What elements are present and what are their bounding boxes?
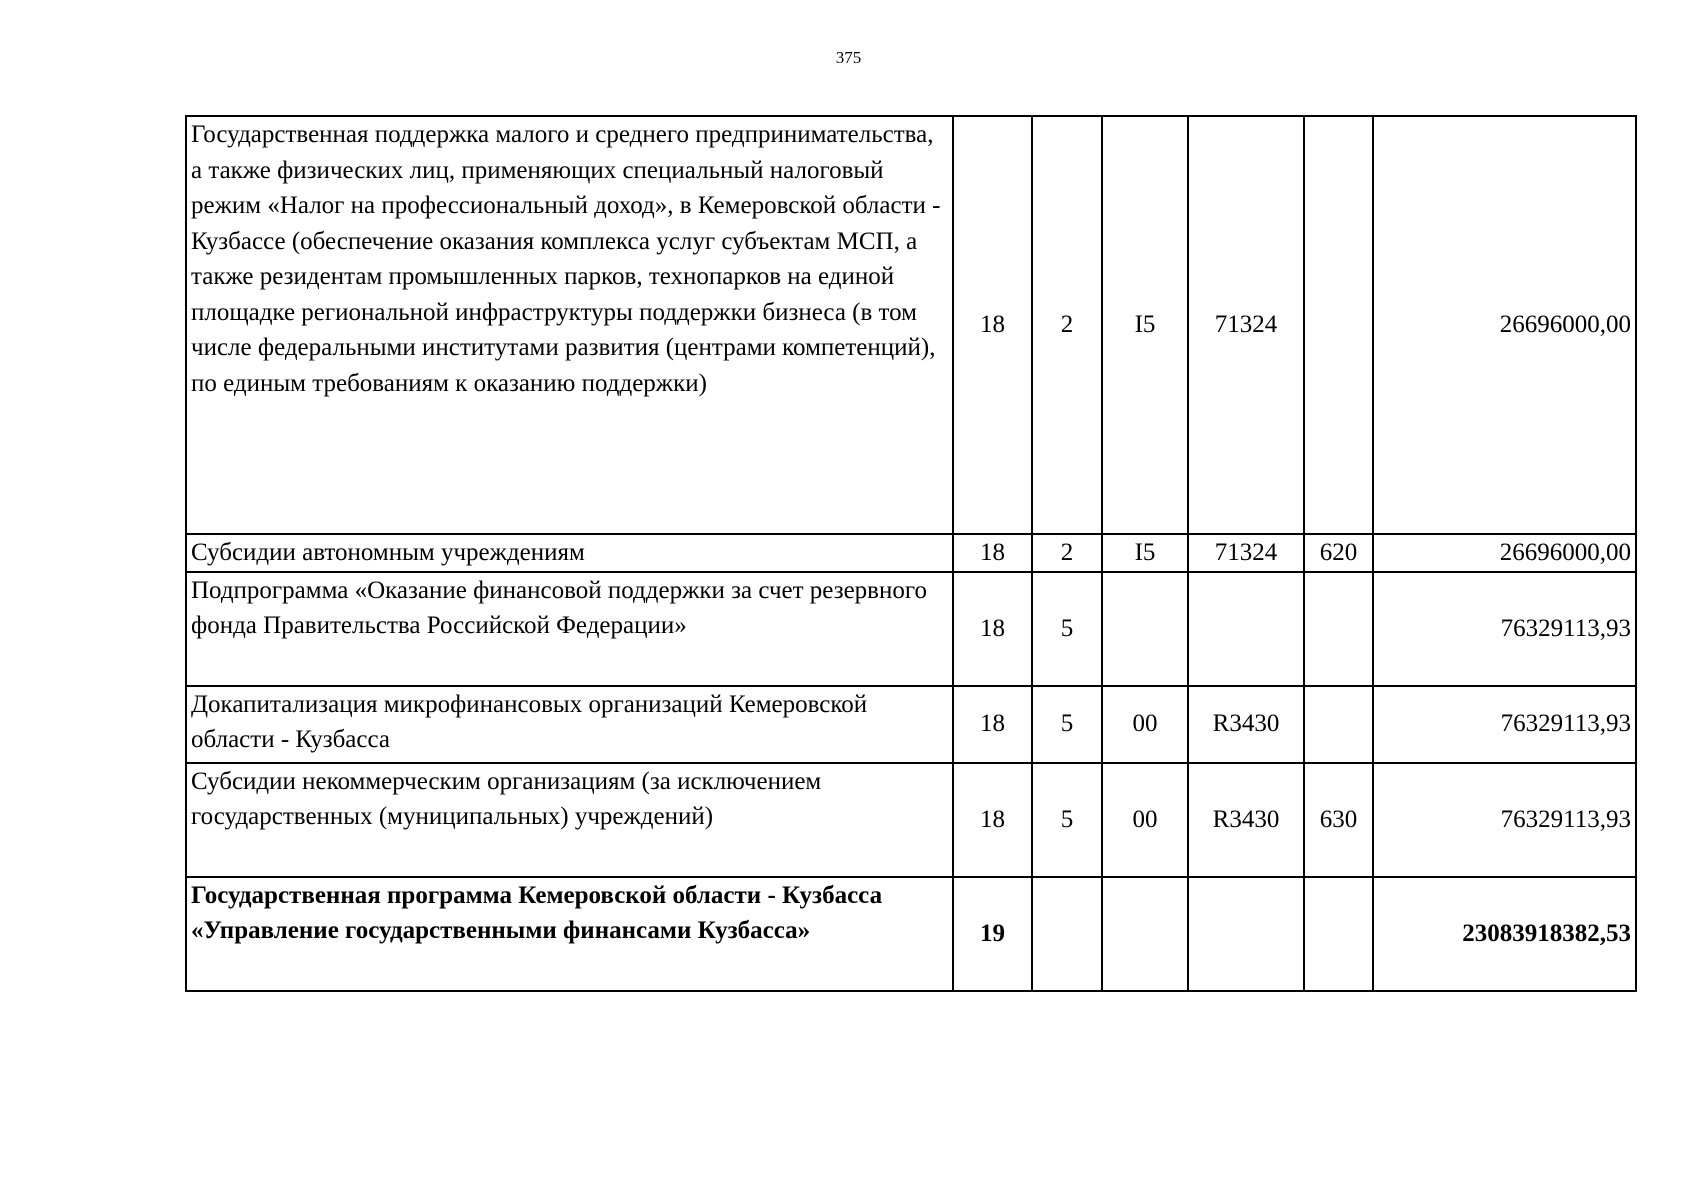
subprogram-code: 2 [1032, 534, 1102, 572]
row-name: Докапитализация микрофинансовых организаций Кемеровской области - Кузбасса [186, 686, 953, 763]
expense-type-code [1304, 572, 1373, 686]
subprogram-code: 2 [1032, 116, 1102, 534]
row-name: Субсидии некоммерческим организациям (за исключением государственных (муниципальных) учреждений) [186, 763, 953, 877]
budget-table [185, 115, 1637, 992]
subprogram-code: 5 [1032, 763, 1102, 877]
project-code [1102, 877, 1188, 991]
project-code: 00 [1102, 686, 1188, 763]
expense-type-code [1304, 877, 1373, 991]
table-row [186, 572, 1636, 686]
row-name: Субсидии автономным учреждениям [186, 534, 953, 572]
row-name: Подпрограмма «Оказание финансовой поддержки за счет резервного фонда Правительства Российской Федерации» [186, 572, 953, 686]
direction-code: 71324 [1188, 116, 1304, 534]
project-code: 00 [1102, 763, 1188, 877]
table-row [186, 534, 1636, 572]
program-code: 18 [953, 116, 1032, 534]
row-name: Государственная поддержка малого и среднего предпринимательства, а также физических лиц, применяющих специальный налоговый режим «Налог на профессиональный доход», в Кемеровской области - Кузбассе (обеспечение оказания комплекса услуг субъектам МСП, а также резидентам промышленных парков, технопарков на единой площадке региональной инфраструктуры поддержки бизнеса (в том числе федеральными институтами развития (центрами компетенций), по единым требованиям к оказанию поддержки) [186, 116, 953, 534]
amount-value: 26696000,00 [1373, 534, 1636, 572]
program-code: 18 [953, 686, 1032, 763]
expense-type-code: 620 [1304, 534, 1373, 572]
expense-type-code [1304, 116, 1373, 534]
subprogram-code: 5 [1032, 686, 1102, 763]
subprogram-code: 5 [1032, 572, 1102, 686]
expense-type-code [1304, 686, 1373, 763]
program-code: 18 [953, 534, 1032, 572]
direction-code: R3430 [1188, 763, 1304, 877]
direction-code: 71324 [1188, 534, 1304, 572]
project-code [1102, 572, 1188, 686]
table-row [186, 686, 1636, 763]
project-code: I5 [1102, 116, 1188, 534]
program-code: 18 [953, 763, 1032, 877]
program-code: 19 [953, 877, 1032, 991]
page-number: 375 [835, 48, 862, 67]
direction-code [1188, 877, 1304, 991]
project-code: I5 [1102, 534, 1188, 572]
subprogram-code [1032, 877, 1102, 991]
amount-value: 23083918382,53 [1373, 877, 1636, 991]
amount-value: 26696000,00 [1373, 116, 1636, 534]
direction-code [1188, 572, 1304, 686]
row-name: Государственная программа Кемеровской области - Кузбасса «Управление государственными финансами Кузбасса» [186, 877, 953, 991]
direction-code: R3430 [1188, 686, 1304, 763]
table-row [186, 763, 1636, 877]
amount-value: 76329113,93 [1373, 763, 1636, 877]
amount-value: 76329113,93 [1373, 686, 1636, 763]
expense-type-code: 630 [1304, 763, 1373, 877]
program-code: 18 [953, 572, 1032, 686]
table-row-total [186, 877, 1636, 991]
table-row [186, 116, 1636, 534]
amount-value: 76329113,93 [1373, 572, 1636, 686]
